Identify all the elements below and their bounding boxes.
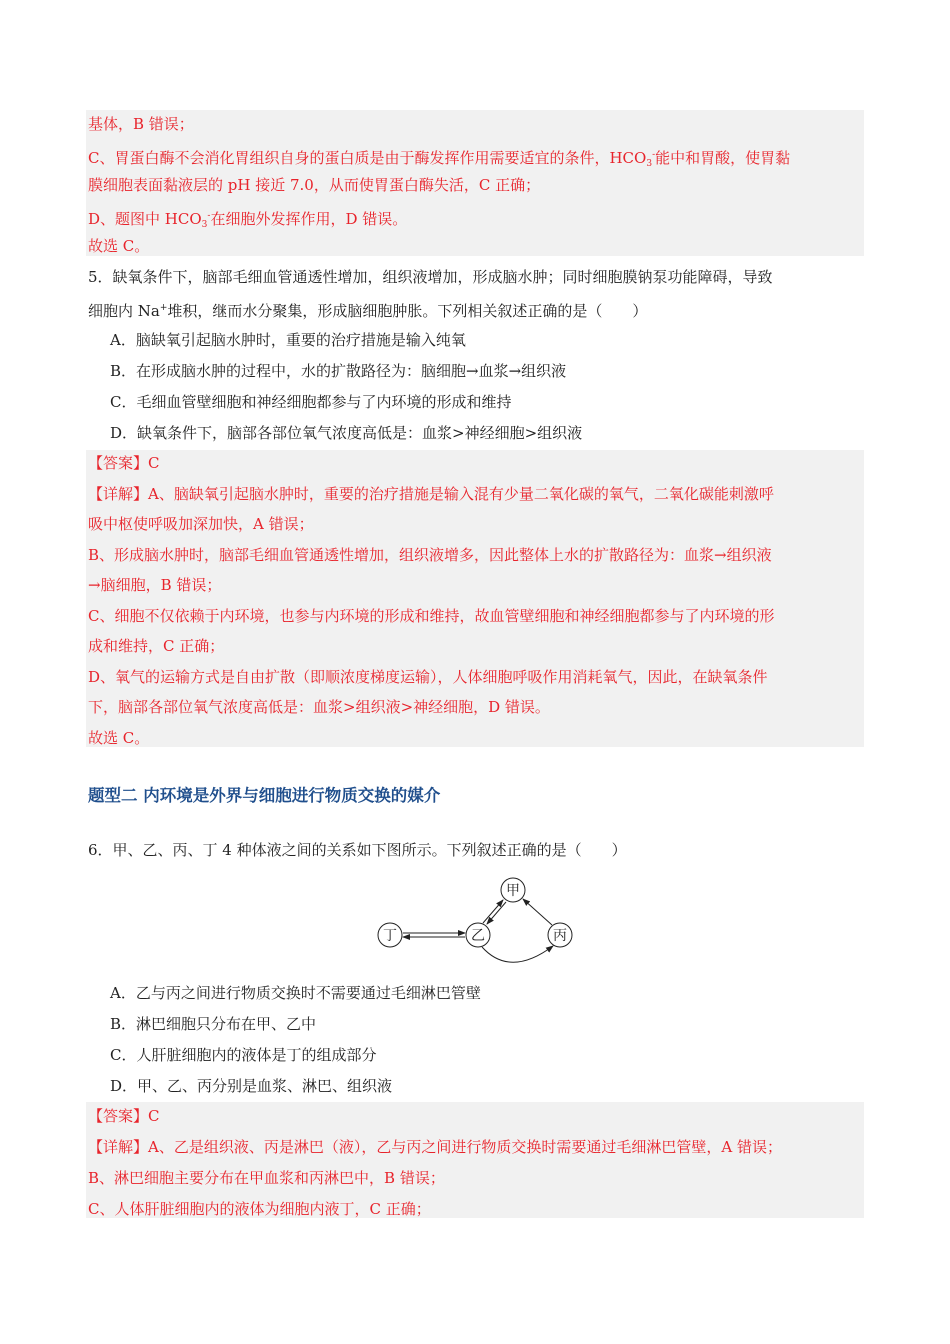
answer-line: 【答案】C <box>88 1107 160 1125</box>
answer-line: C、人体肝脏细胞内的液体为细胞内液丁，C 正确； <box>88 1200 431 1218</box>
question-5-option-d: D．缺氧条件下，脑部各部位氧气浓度高低是：血浆>神经细胞>组织液 <box>110 424 583 442</box>
question-5-option-a: A．脑缺氧引起脑水肿时，重要的治疗措施是输入纯氧 <box>110 331 466 349</box>
question-6-option-a: A．乙与丙之间进行物质交换时不需要通过毛细淋巴管壁 <box>110 984 481 1002</box>
answer-line: 故选 C。 <box>88 237 150 255</box>
section-heading: 题型二 内环境是外界与细胞进行物质交换的媒介 <box>88 786 441 805</box>
arrow-jia-to-yi <box>487 902 506 924</box>
answer-line: 【答案】C <box>88 454 160 472</box>
answer-line: D、氧气的运输方式是自由扩散（即顺浓度梯度运输），人体细胞呼吸作用消耗氧气，因此，在缺氧条件 <box>88 668 768 686</box>
question-6-option-c: C．人肝脏细胞内的液体是丁的组成部分 <box>110 1046 377 1064</box>
answer-line: B、形成脑水肿时，脑部毛细血管通透性增加，组织液增多，因此整体上水的扩散路径为：血浆→组织液 <box>88 546 772 564</box>
arrow-yi-to-jia <box>483 900 503 923</box>
node-jia-label: 甲 <box>506 883 520 899</box>
question-5-stem: 细胞内 Na+堆积，继而水分聚集，形成脑细胞肿胀。下列相关叙述正确的是（ ） <box>88 302 648 320</box>
answer-line: →脑细胞，B 错误； <box>88 576 222 594</box>
question-5-option-c: C．毛细血管壁细胞和神经细胞都参与了内环境的形成和维持 <box>110 393 512 411</box>
answer-line: 【详解】A、乙是组织液、丙是淋巴（液），乙与丙之间进行物质交换时需要通过毛细淋巴管壁，A 错误； <box>88 1138 782 1156</box>
arrow-yi-to-bing <box>482 946 553 962</box>
answer-line: 吸中枢使呼吸加深加快，A 错误； <box>88 515 314 533</box>
question-6-option-d: D．甲、乙、丙分别是血浆、淋巴、组织液 <box>110 1077 393 1095</box>
question-6-stem: 6．甲、乙、丙、丁 4 种体液之间的关系如下图所示。下列叙述正确的是（ ） <box>88 841 627 859</box>
answer-line: 下，脑部各部位氧气浓度高低是：血浆>组织液>神经细胞，D 错误。 <box>88 698 550 716</box>
answer-line: D、题图中 $HCO_3^-$在细胞外发挥作用，D 错误。 <box>88 210 408 230</box>
question-5-option-b: B．在形成脑水肿的过程中，水的扩散路径为：脑细胞→血浆→组织液 <box>110 362 567 380</box>
question-6-option-b: B．淋巴细胞只分布在甲、乙中 <box>110 1015 317 1033</box>
answer-line: 【详解】A、脑缺氧引起脑水肿时，重要的治疗措施是输入混有少量二氧化碳的氧气，二氧化碳能刺激呼 <box>88 485 774 503</box>
node-bing-label: 丙 <box>553 928 567 944</box>
question-5-stem: 5．缺氧条件下，脑部毛细血管通透性增加，组织液增加，形成脑水肿；同时细胞膜钠泵功能障碍，导致 <box>88 268 773 286</box>
answer-line: 成和维持，C 正确； <box>88 637 225 655</box>
body-fluid-diagram <box>370 870 590 980</box>
answer-line: C、细胞不仅依赖于内环境，也参与内环境的形成和维持，故血管壁细胞和神经细胞都参与了内环境的形 <box>88 607 775 625</box>
node-ding-label: 丁 <box>383 928 397 944</box>
answer-line: 基体，B 错误； <box>88 115 194 133</box>
answer-line: B、淋巴细胞主要分布在甲血浆和丙淋巴中，B 错误； <box>88 1169 445 1187</box>
arrow-bing-to-jia <box>523 899 552 925</box>
answer-line: 故选 C。 <box>88 729 150 747</box>
node-yi-label: 乙 <box>471 928 485 944</box>
answer-line: 膜细胞表面黏液层的 pH 接近 7.0，从而使胃蛋白酶失活，C 正确； <box>88 176 541 194</box>
answer-line: C、胃蛋白酶不会消化胃组织自身的蛋白质是由于酶发挥作用需要适宜的条件，$HCO_3^-$能中和胃酸，使胃黏 <box>88 149 791 169</box>
